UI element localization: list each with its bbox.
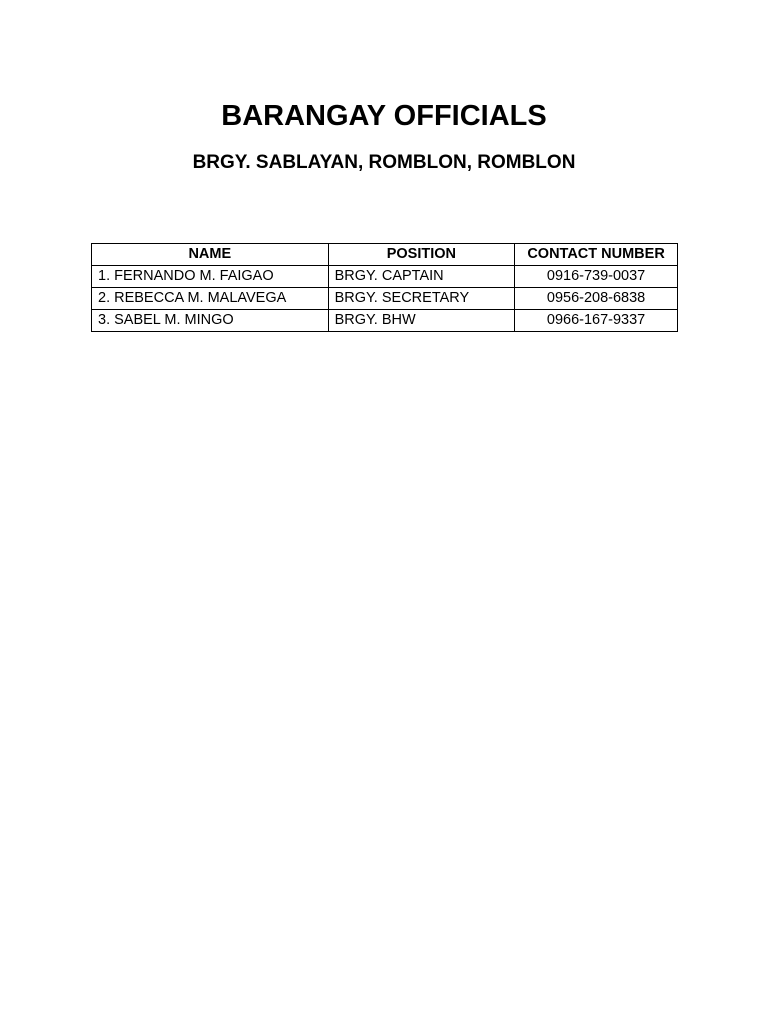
official-position-cell: BRGY. BHW <box>328 310 515 332</box>
column-header-name: NAME <box>92 244 329 266</box>
table-row <box>92 288 678 310</box>
table-row <box>92 266 678 288</box>
official-position-cell: BRGY. SECRETARY <box>328 288 515 310</box>
column-header-contact-number: CONTACT NUMBER <box>515 244 678 266</box>
official-name-cell: 2. REBECCA M. MALAVEGA <box>92 288 329 310</box>
official-contact-cell: 0916-739-0037 <box>515 266 678 288</box>
table-header-row <box>92 244 678 266</box>
page-subtitle: BRGY. SABLAYAN, ROMBLON, ROMBLON <box>192 152 576 173</box>
official-contact-cell: 0956-208-6838 <box>515 288 678 310</box>
column-header-position: POSITION <box>328 244 515 266</box>
page-title: BARANGAY OFFICIALS <box>221 100 547 132</box>
official-position-cell: BRGY. CAPTAIN <box>328 266 515 288</box>
official-name-cell: 3. SABEL M. MINGO <box>92 310 329 332</box>
table-row <box>92 310 678 332</box>
officials-table <box>91 243 678 332</box>
official-contact-cell: 0966-167-9337 <box>515 310 678 332</box>
official-name-cell: 1. FERNANDO M. FAIGAO <box>92 266 329 288</box>
